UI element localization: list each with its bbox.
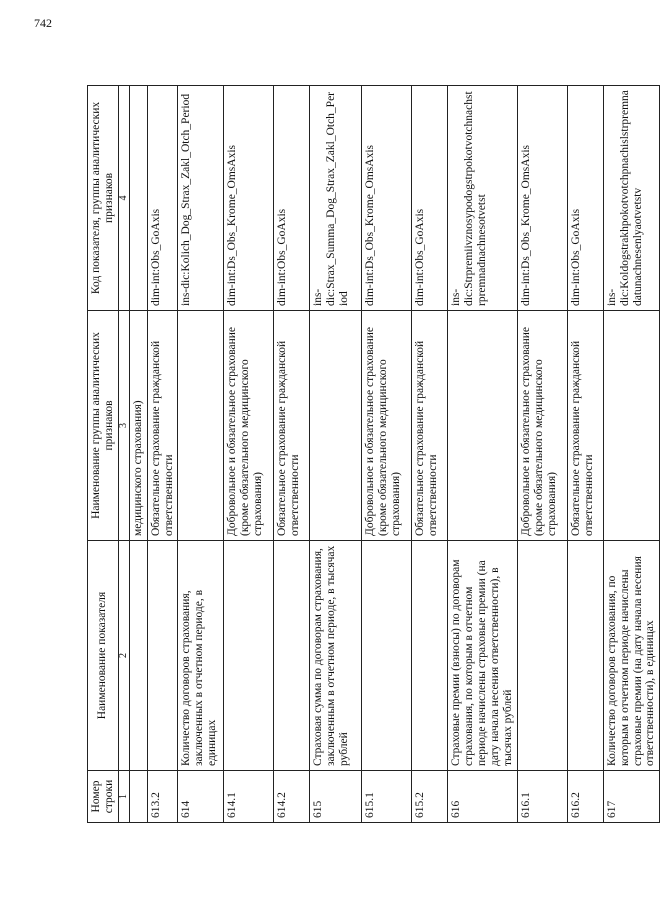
table-row xyxy=(310,86,362,823)
cell-row-number: 614.2 xyxy=(274,771,310,823)
table-row xyxy=(147,86,178,823)
cell-indicator-name: Страховая сумма по договорам страхования, заключенным в отчетном периоде, в тысячах рублей xyxy=(310,541,362,771)
cell-group-name: Обязательное страхование гражданской ответственности xyxy=(147,311,178,541)
cell-indicator-name xyxy=(517,541,567,771)
cell-code: dim-int:Ds_Obs_Krome_OmsAxis xyxy=(224,86,274,311)
cell-code: dim-int:Obs_GoAxis xyxy=(274,86,310,311)
table-row xyxy=(567,86,603,823)
indicator-table xyxy=(87,85,660,823)
cell-row-number: 616.2 xyxy=(567,771,603,823)
cell-group-name: Обязательное страхование гражданской ответственности xyxy=(567,311,603,541)
cell-row-number: 613.2 xyxy=(147,771,178,823)
cell-group-name: Обязательное страхование гражданской ответственности xyxy=(412,311,448,541)
cell-group-name: медицинского страхования) xyxy=(129,311,147,541)
cell-indicator-name xyxy=(362,541,412,771)
cell-indicator-name: Страховые премии (взносы) по договорам страхования, по которым в отчетном периоде начислены страховые премии (на дату начала несения ответственности), в тысячах рублей xyxy=(448,541,517,771)
cell-row-number xyxy=(129,771,147,823)
cell-code: dim-int:Ds_Obs_Krome_OmsAxis xyxy=(362,86,412,311)
cell-row-number: 615.2 xyxy=(412,771,448,823)
cell-code: dim-int:Ds_Obs_Krome_OmsAxis xyxy=(517,86,567,311)
column-number-row xyxy=(118,86,129,823)
table-row xyxy=(603,86,660,823)
cell-code: ins-dic:Strax_Summa_Dog_Strax_Zakl_Otch_Period xyxy=(310,86,362,311)
table-row xyxy=(412,86,448,823)
cell-indicator-name xyxy=(567,541,603,771)
cell-row-number: 615.1 xyxy=(362,771,412,823)
column-number: 1 xyxy=(118,771,129,823)
table-row xyxy=(362,86,412,823)
header-indicator-name: Наименование показателя xyxy=(88,541,119,771)
table-row xyxy=(178,86,224,823)
cell-group-name xyxy=(603,311,660,541)
cell-group-name: Добровольное и обязательное страхование (кроме обязательного медицинского страхования) xyxy=(517,311,567,541)
table-body xyxy=(129,86,660,823)
header-code: Код показателя, группы аналитических признаков xyxy=(88,86,119,311)
cell-row-number: 614 xyxy=(178,771,224,823)
cell-code: dim-int:Obs_GoAxis xyxy=(412,86,448,311)
cell-row-number: 617 xyxy=(603,771,660,823)
cell-code: ins-dic:Koldogstrakhpokotvotchpnachislstrpremnadatunachnesenlyaotvetstv xyxy=(603,86,660,311)
cell-indicator-name xyxy=(412,541,448,771)
table-row xyxy=(224,86,274,823)
cell-group-name xyxy=(178,311,224,541)
cell-code xyxy=(129,86,147,311)
cell-code: dim-int:Obs_GoAxis xyxy=(147,86,178,311)
table-row xyxy=(448,86,517,823)
cell-indicator-name xyxy=(224,541,274,771)
cell-group-name: Добровольное и обязательное страхование (кроме обязательного медицинского страхования) xyxy=(224,311,274,541)
cell-group-name: Обязательное страхование гражданской ответственности xyxy=(274,311,310,541)
cell-indicator-name: Количество договоров страхования, заключенных в отчетном периоде, в единицах xyxy=(178,541,224,771)
cell-code: ins-dic:Strpremiivznosypodogstrpokotvotchnachstrpremnadnachnesotvetst xyxy=(448,86,517,311)
table-row xyxy=(274,86,310,823)
header-row xyxy=(88,86,119,823)
cell-code: ins-dic:Kolich_Dog_Strax_Zakl_Otch_Period xyxy=(178,86,224,311)
column-number: 4 xyxy=(118,86,129,311)
column-number: 2 xyxy=(118,541,129,771)
cell-indicator-name: Количество договоров страхования, по которым в отчетном периоде начислены страховые премии (на дату начала несения ответственности), в единицах xyxy=(603,541,660,771)
table-row xyxy=(517,86,567,823)
cell-indicator-name xyxy=(274,541,310,771)
column-number: 3 xyxy=(118,311,129,541)
cell-group-name xyxy=(310,311,362,541)
cell-row-number: 615 xyxy=(310,771,362,823)
cell-group-name xyxy=(448,311,517,541)
header-group-name: Наименование группы аналитических признаков xyxy=(88,311,119,541)
cell-code: dim-int:Obs_GoAxis xyxy=(567,86,603,311)
cell-indicator-name xyxy=(129,541,147,771)
cell-group-name: Добровольное и обязательное страхование (кроме обязательного медицинского страхования) xyxy=(362,311,412,541)
page-number: 742 xyxy=(34,16,52,30)
header-row-number: Номер строки xyxy=(88,771,119,823)
cell-row-number: 616 xyxy=(448,771,517,823)
cell-indicator-name xyxy=(147,541,178,771)
cell-row-number: 616.1 xyxy=(517,771,567,823)
cell-row-number: 614.1 xyxy=(224,771,274,823)
continuation-row xyxy=(129,86,147,823)
